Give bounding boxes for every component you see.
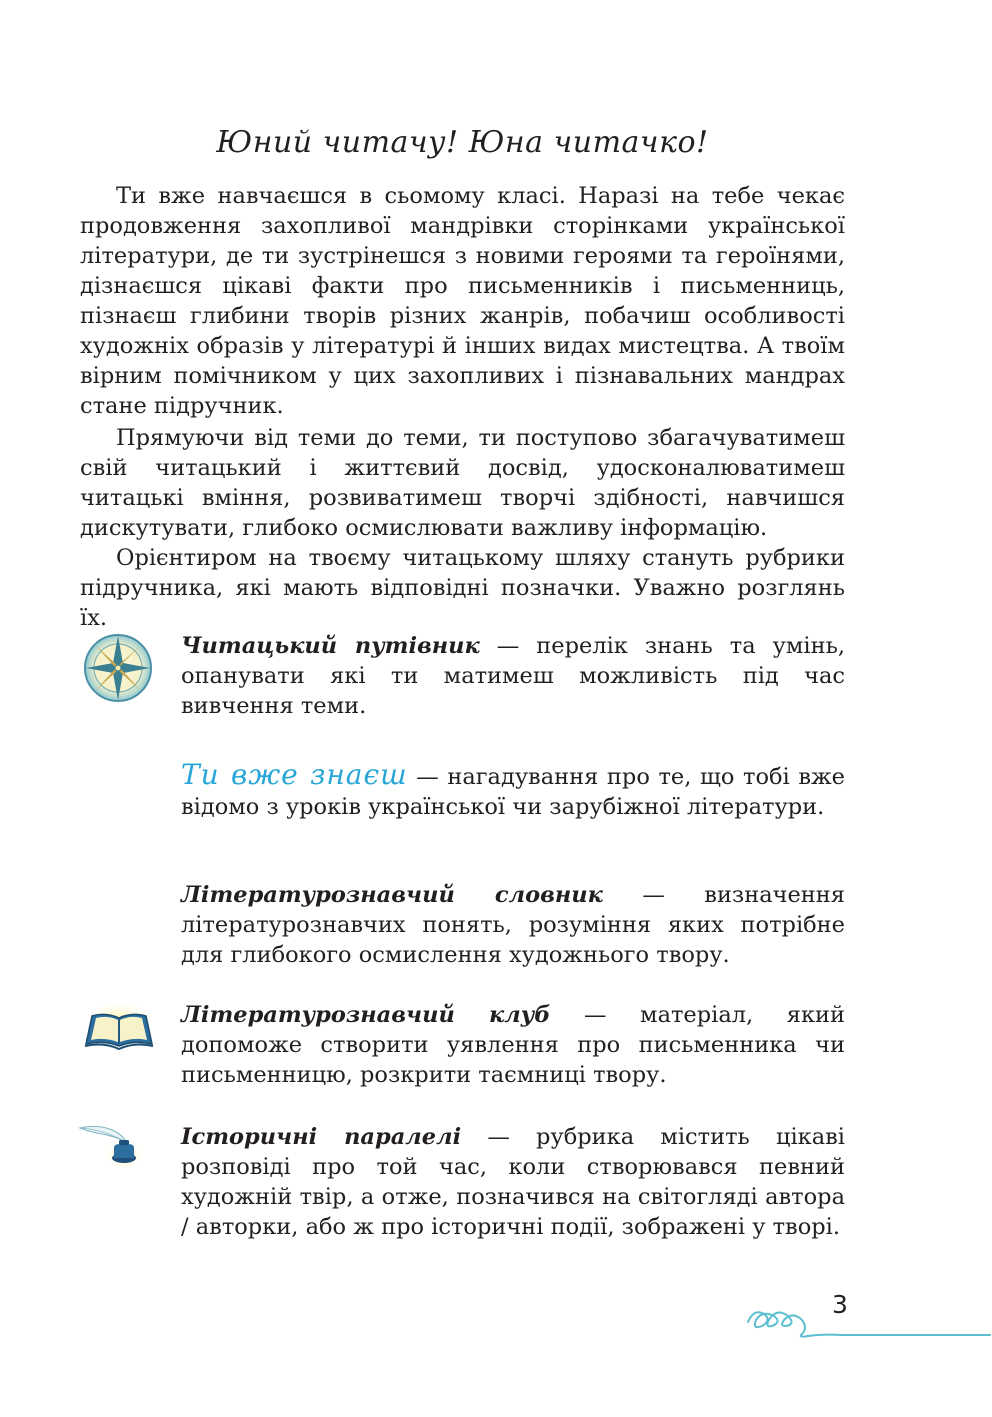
rubric-literary-dictionary xyxy=(181,880,845,970)
rubric-term: Історичні паралелі xyxy=(181,1124,462,1150)
rubric-text: — нагадування про те, що тобі вже відомо з уроків української чи зарубіжної літератури. xyxy=(181,764,845,820)
intro-paragraph-2: Прямуючи від теми до теми, ти поступово збагачуватимеш свій читацький і життєвий досвід, удосконалюватимеш читацькі вміння, розвиватимеш творчі здібності, навчишся дискутувати, глибоко осмислювати важливу інформацію. xyxy=(80,425,845,541)
rubric-term: Літературознавчий словник xyxy=(181,882,603,908)
page-title: Юний читачу! Юна читачко! xyxy=(216,125,709,160)
rubric-term: Ти вже знаєш xyxy=(181,758,408,791)
intro-paragraph-3: Орієнтиром на твоєму читацькому шляху стануть рубрики підручника, які мають відповідні позначки. Уважно розглянь їх. xyxy=(80,545,845,631)
rubric-text: — перелік знань та умінь, опанувати які ти матимеш можливість під час вивчення теми. xyxy=(181,633,846,719)
decorative-flourish xyxy=(742,1290,992,1350)
rubric-literary-club xyxy=(181,1000,845,1090)
rubric-term: Літературознавчий клуб xyxy=(181,1002,551,1028)
rubric-historical-parallels xyxy=(181,1122,845,1242)
compass-icon xyxy=(82,632,154,704)
rubric-text: — рубрика містить цікаві розповіді про той час, коли створювався певний художній твір, а отже, позначився на світогляді автора / авторки, або ж про історичні події, зображені у творі. xyxy=(181,1124,846,1240)
open-book-icon xyxy=(82,1002,156,1054)
rubric-reading-guide xyxy=(181,631,845,721)
intro-paragraph-1: Ти вже навчаєшся в сьомому класі. Наразі на тебе чекає продовження захопливої мандрівки сторінками української літератури, де ти зустрінешся з новими героями та героїнями, дізнаєшся цікаві факти про письменників і письменниць, пізнаєш глибини творів різних жанрів, побачиш особливості художніх образів у літературі й інших видах мистецтва. А твоїм вірним помічником у цих захопливих і пізнавальних мандрах стане підручник. xyxy=(80,183,845,419)
page-number: 3 xyxy=(832,1290,848,1319)
rubric-text: — матеріал, який допоможе створити уявлення про письменника чи письменницю, розкрити таємниці твору. xyxy=(181,1002,846,1088)
inkwell-quill-icon xyxy=(78,1118,158,1170)
rubric-term: Читацький путівник xyxy=(181,633,480,659)
rubric-text: — визначення літературознавчих понять, розуміння яких потрібне для глибокого осмислення художнього твору. xyxy=(181,882,845,968)
rubric-you-already-know xyxy=(181,760,845,822)
